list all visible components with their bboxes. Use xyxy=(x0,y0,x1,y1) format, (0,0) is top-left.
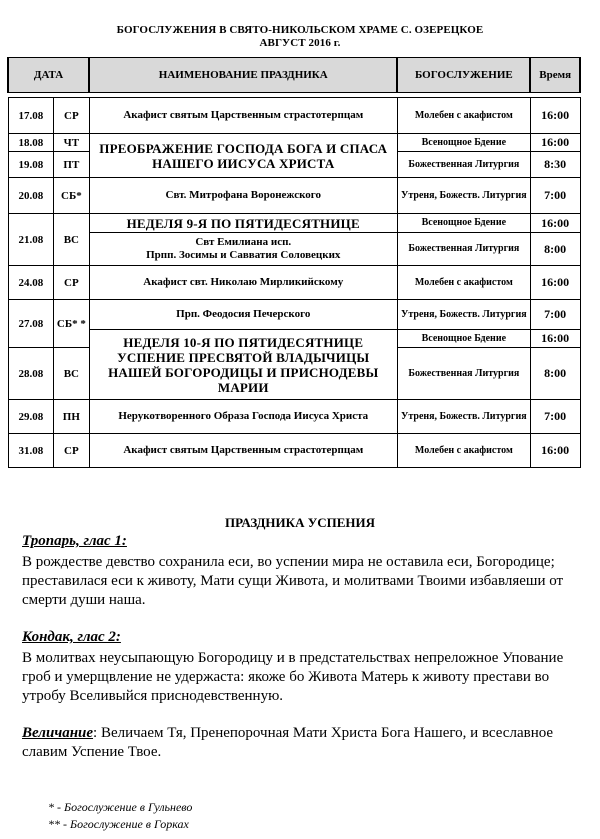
row-service: Утреня, Божеств. Литургия xyxy=(397,400,530,434)
row-date: 24.08 xyxy=(8,266,54,300)
row-day: ПТ xyxy=(54,152,89,178)
table-row xyxy=(8,134,580,152)
table-header-row xyxy=(8,58,580,93)
table-row xyxy=(8,233,580,266)
troparion-text: В рождестве девство сохранила еси, во успении мира не оставила еси, Богородице; преставилася еси к животу, Мати сущи Живота, и молитвами Твоими избавляеши от смерти души наша. xyxy=(22,554,564,608)
row-feast-sunday: НЕДЕЛЯ 10-Я ПО ПЯТИДЕСЯТНИЦЕ xyxy=(123,334,364,350)
row-feast: Нерукотворенного Образа Господа Иисуса Христа xyxy=(89,400,397,434)
schedule-title: БОГОСЛУЖЕНИЯ В СВЯТО-НИКОЛЬСКОМ ХРАМЕ С. ОЗЕРЕЦКОЕ xyxy=(116,24,484,36)
row-time: 16:00 xyxy=(530,214,580,233)
row-time: 16:00 xyxy=(530,434,580,468)
row-day: СР xyxy=(54,98,89,134)
table-row xyxy=(8,300,580,330)
row-day: СБ* * xyxy=(54,300,89,348)
row-time: 8:00 xyxy=(530,233,580,266)
row-day: ЧТ xyxy=(54,134,89,152)
row-feast xyxy=(89,233,397,266)
header-date: ДАТА xyxy=(8,58,89,93)
magnification-label: Величание xyxy=(22,725,94,741)
row-day: ПН xyxy=(54,400,89,434)
row-date: 21.08 xyxy=(8,214,54,266)
schedule-table xyxy=(7,57,581,468)
table-row xyxy=(8,98,580,134)
row-date: 31.08 xyxy=(8,434,54,468)
row-service: Молебен с акафистом xyxy=(397,434,530,468)
magnification xyxy=(22,724,582,762)
row-date: 27.08 xyxy=(8,300,54,348)
row-service: Всенощное Бдение xyxy=(397,330,530,348)
row-time: 16:00 xyxy=(530,330,580,348)
row-time: 8:30 xyxy=(530,152,580,178)
row-date: 28.08 xyxy=(8,348,54,400)
table-row xyxy=(8,330,580,348)
row-service: Всенощное Бдение xyxy=(397,134,530,152)
row-time: 7:00 xyxy=(530,300,580,330)
row-day: ВС xyxy=(54,214,89,266)
kontakion-label: Кондак, глас 2: xyxy=(22,629,121,645)
row-feast-line: Свт Емилиана исп. xyxy=(195,236,292,248)
row-date: 18.08 xyxy=(8,134,54,152)
header-time: Время xyxy=(530,58,580,93)
row-feast: НЕДЕЛЯ 9-Я ПО ПЯТИДЕСЯТНИЦЕ xyxy=(89,214,397,233)
row-feast: Акафист свт. Николаю Мирликийскому xyxy=(89,266,397,300)
row-service: Всенощное Бдение xyxy=(397,214,530,233)
row-day: СБ* xyxy=(54,178,89,214)
row-service: Божественная Литургия xyxy=(397,152,530,178)
row-time: 16:00 xyxy=(530,98,580,134)
row-date: 17.08 xyxy=(8,98,54,134)
table-row xyxy=(8,214,580,233)
row-time: 16:00 xyxy=(530,266,580,300)
row-service: Божественная Литургия xyxy=(397,348,530,400)
row-date: 20.08 xyxy=(8,178,54,214)
row-feast: Акафист святым Царственным страстотерпцам xyxy=(89,98,397,134)
footnote-gorki: ** - Богослужение в Горках xyxy=(48,817,189,831)
kontakion-text: В молитвах неусыпающую Богородицу и в предстательствах непреложное Упование гроб и умерщвление не удержаста: якоже бо Живота Матерь к животу престави во утробу Вселивыйся приснодевственную. xyxy=(22,650,564,704)
row-feast: Акафист святым Царственным страстотерпцам xyxy=(89,434,397,468)
table-row xyxy=(8,266,580,300)
row-service: Божественная Литургия xyxy=(397,233,530,266)
row-feast: Прп. Феодосия Печерского xyxy=(89,300,397,330)
row-time: 7:00 xyxy=(530,400,580,434)
row-feast: Свт. Митрофана Воронежского xyxy=(89,178,397,214)
header-service: БОГОСЛУЖЕНИЕ xyxy=(397,58,530,93)
hymns-title: ПРАЗДНИКА УСПЕНИЯ xyxy=(224,515,376,530)
row-time: 7:00 xyxy=(530,178,580,214)
row-time: 16:00 xyxy=(530,134,580,152)
row-day: ВС xyxy=(54,348,89,400)
header-name: НАИМЕНОВАНИЕ ПРАЗДНИКА xyxy=(89,58,397,93)
row-service: Утреня, Божеств. Литургия xyxy=(397,300,530,330)
row-time: 8:00 xyxy=(530,348,580,400)
table-row xyxy=(8,434,580,468)
row-feast: ПРЕОБРАЖЕНИЕ ГОСПОДА БОГА И СПАСА НАШЕГО ИИСУСА ХРИСТА xyxy=(89,134,397,178)
row-feast-dormition: УСПЕНИЕ ПРЕСВЯТОЙ ВЛАДЫЧИЦЫ НАШЕЙ БОГОРОДИЦЫ И ПРИСНОДЕВЫ МАРИИ xyxy=(108,349,379,395)
row-service: Молебен с акафистом xyxy=(397,266,530,300)
row-feast-line: Прпп. Зосимы и Савватия Соловецких xyxy=(146,249,341,261)
footnote-gulnevo: * - Богослужение в Гульнево xyxy=(48,800,193,814)
row-date: 29.08 xyxy=(8,400,54,434)
row-feast xyxy=(89,330,397,400)
row-day: СР xyxy=(54,434,89,468)
table-row xyxy=(8,178,580,214)
magnification-text: : Величаем Тя, Пренепорочная Мати Христа Бога Нашего, и всеславное славим Успение Твое. xyxy=(22,725,554,760)
table-row xyxy=(8,400,580,434)
troparion-label: Тропарь, глас 1: xyxy=(22,533,127,549)
row-service: Молебен с акафистом xyxy=(397,98,530,134)
row-day: СР xyxy=(54,266,89,300)
schedule-month: АВГУСТ 2016 г. xyxy=(259,37,341,49)
row-date: 19.08 xyxy=(8,152,54,178)
row-service: Утреня, Божеств. Литургия xyxy=(397,178,530,214)
